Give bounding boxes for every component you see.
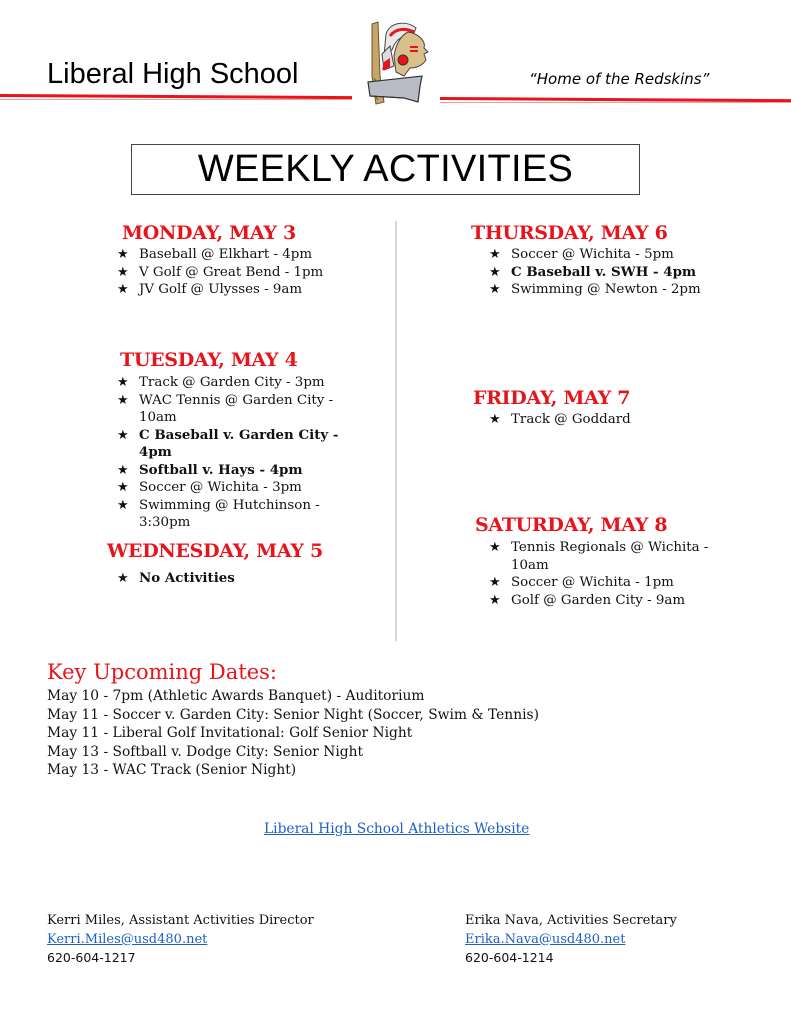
event-item xyxy=(489,539,739,574)
event-text: Swimming @ Hutchinson - 3:30pm xyxy=(139,497,320,530)
star-bullet-icon: ★ xyxy=(489,412,501,427)
school-name: Liberal High School xyxy=(47,58,299,90)
event-item xyxy=(117,264,387,282)
star-bullet-icon: ★ xyxy=(117,375,129,390)
contact-name-title: Kerri Miles, Assistant Activities Director xyxy=(47,913,314,928)
event-text: Baseball @ Elkhart - 4pm xyxy=(139,247,313,262)
event-text: Track @ Garden City - 3pm xyxy=(139,375,325,390)
day-heading-thursday: THURSDAY, MAY 6 xyxy=(471,222,668,244)
star-bullet-icon: ★ xyxy=(117,282,129,297)
contact-erika-nava xyxy=(465,912,677,968)
event-list-tuesday xyxy=(117,374,367,532)
event-text: JV Golf @ Ulysses - 9am xyxy=(139,282,303,297)
key-date-item: May 13 - WAC Track (Senior Night) xyxy=(47,762,297,778)
day-heading-monday: MONDAY, MAY 3 xyxy=(122,222,296,244)
contact-email-link[interactable]: Kerri.Miles@usd480.net xyxy=(47,931,208,947)
day-heading-tuesday: TUESDAY, MAY 4 xyxy=(120,349,298,371)
event-list-saturday xyxy=(489,539,739,609)
event-list-thursday xyxy=(489,246,769,299)
star-bullet-icon: ★ xyxy=(117,497,129,513)
event-item xyxy=(117,427,367,462)
event-item xyxy=(117,281,387,299)
key-dates-list xyxy=(47,687,539,780)
event-text: Track @ Goddard xyxy=(511,412,631,427)
key-dates-heading: Key Upcoming Dates: xyxy=(47,660,277,684)
event-list-monday xyxy=(117,246,387,299)
event-text: Soccer @ Wichita - 5pm xyxy=(511,247,674,262)
header-rule-right-thin xyxy=(440,102,791,103)
day-heading-saturday: SATURDAY, MAY 8 xyxy=(475,514,668,536)
event-text: C Baseball v. SWH - 4pm xyxy=(511,263,697,280)
key-date-item: May 11 - Liberal Golf Invitational: Golf Senior Night xyxy=(47,725,413,741)
day-heading-wednesday: WEDNESDAY, MAY 5 xyxy=(107,540,323,562)
contact-phone: 620-604-1214 xyxy=(465,950,554,965)
star-bullet-icon: ★ xyxy=(117,427,129,443)
event-item xyxy=(117,392,367,427)
mascot-logo xyxy=(360,16,440,108)
event-item xyxy=(117,462,367,480)
star-bullet-icon: ★ xyxy=(117,392,129,408)
key-date-item: May 10 - 7pm (Athletic Awards Banquet) - Auditorium xyxy=(47,688,425,704)
column-divider xyxy=(395,221,397,641)
mascot-logo-icon xyxy=(360,16,440,108)
event-item xyxy=(489,246,769,264)
event-list-friday xyxy=(489,411,769,429)
star-bullet-icon: ★ xyxy=(489,540,501,555)
event-text: No Activities xyxy=(139,570,235,586)
event-text: V Golf @ Great Bend - 1pm xyxy=(139,264,324,280)
event-item xyxy=(489,574,739,592)
star-bullet-icon: ★ xyxy=(489,247,501,262)
event-text: Tennis Regionals @ Wichita - 10am xyxy=(511,540,709,573)
event-text: Swimming @ Newton - 2pm xyxy=(511,282,701,297)
key-date-item: May 13 - Softball v. Dodge City: Senior Night xyxy=(47,743,364,760)
event-item xyxy=(117,479,367,497)
event-text: C Baseball v. Garden City - 4pm xyxy=(139,426,339,460)
event-item xyxy=(489,264,769,282)
star-bullet-icon: ★ xyxy=(489,264,501,280)
event-text: WAC Tennis @ Garden City - 10am xyxy=(139,392,334,425)
star-bullet-icon: ★ xyxy=(117,264,129,280)
header-rule-left-thin xyxy=(0,99,352,100)
event-item xyxy=(117,374,367,392)
key-date-item: May 11 - Soccer v. Garden City: Senior Night (Soccer, Swim & Tennis) xyxy=(47,706,539,723)
page-title xyxy=(131,144,640,195)
star-bullet-icon: ★ xyxy=(489,575,501,590)
contact-kerri-miles xyxy=(47,912,314,968)
contact-phone: 620-604-1217 xyxy=(47,950,136,965)
event-item xyxy=(489,592,739,610)
event-item xyxy=(117,570,367,588)
day-heading-friday: FRIDAY, MAY 7 xyxy=(473,387,631,409)
event-list-wednesday xyxy=(117,570,367,588)
star-bullet-icon: ★ xyxy=(489,592,501,608)
event-text: Golf @ Garden City - 9am xyxy=(511,592,686,608)
athletics-website-link[interactable]: Liberal High School Athletics Website xyxy=(264,821,530,837)
event-item xyxy=(117,497,367,532)
contact-email-link[interactable]: Erika.Nava@usd480.net xyxy=(465,931,626,947)
star-bullet-icon: ★ xyxy=(117,480,129,495)
star-bullet-icon: ★ xyxy=(489,282,501,297)
event-text: Soccer @ Wichita - 3pm xyxy=(139,480,302,495)
star-bullet-icon: ★ xyxy=(117,247,129,262)
page-title-text: WEEKLY ACTIVITIES xyxy=(197,148,574,190)
event-item xyxy=(489,411,769,429)
event-text: Soccer @ Wichita - 1pm xyxy=(511,575,674,590)
star-bullet-icon: ★ xyxy=(117,571,129,586)
event-item xyxy=(117,246,387,264)
event-item xyxy=(489,281,769,299)
contact-name-title: Erika Nava, Activities Secretary xyxy=(465,913,677,928)
event-text: Softball v. Hays - 4pm xyxy=(139,461,303,478)
school-tagline: “Home of the Redskins” xyxy=(529,70,710,88)
star-bullet-icon: ★ xyxy=(117,462,129,478)
